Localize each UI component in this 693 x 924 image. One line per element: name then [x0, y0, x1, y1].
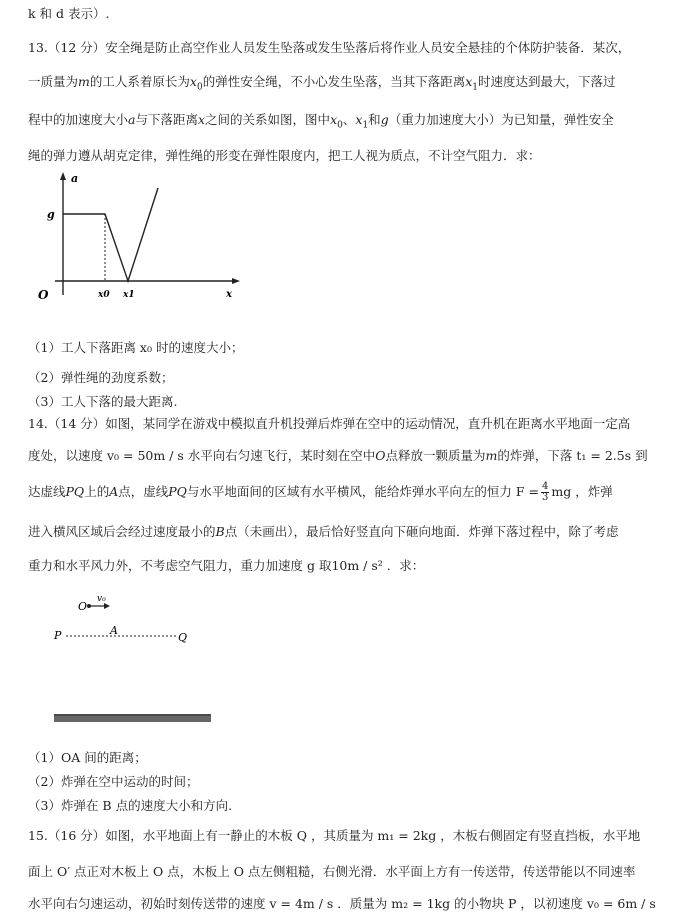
q13-line2-b: 的工人系着原长为: [89, 74, 190, 89]
q14-sub-3: （3）炸弹在 B 点的速度大小和方向.: [28, 798, 233, 813]
q13-line2-d: 时速度达到最大，下落过: [478, 74, 616, 89]
q14-line2-b: 点释放一颗质量为: [385, 448, 486, 463]
q15-line-3: 水平向右匀速运动，初始时刻传送带的速度 v = 4m / s ．质量为 m₂ = 1kg 的小物块 P ，以初速度 v₀ = 6m / s: [28, 896, 656, 911]
q13-sub-2: （2）弹性绳的劲度系数；: [28, 370, 174, 385]
graph-curve: [63, 188, 158, 281]
frac-den: 3: [542, 492, 549, 503]
fig-P-label: P: [54, 629, 62, 642]
fraction-4-3: [541, 482, 549, 503]
graph-x1-label: x1: [123, 290, 135, 300]
q14-line4-b: 点（未画出），最后恰好竖直向下砸向地面．炸弹下落过程中，除了考虑: [224, 524, 619, 539]
var-x: x: [197, 112, 206, 127]
q13-line3-e: （重力加速度大小）为已知量，弹性安全: [388, 112, 614, 127]
q13-line3-d: 和: [368, 112, 381, 127]
q14-line-1: 14.（14 分）如图，某同学在游戏中模拟直升机投弹后炸弹在空中的运动情况，直升机在距离水平地面一定高: [28, 416, 631, 431]
var-PQ: PQ: [65, 484, 85, 499]
q13-line3-b: 与下落距离: [135, 112, 198, 127]
q14-line3-a: 达虚线: [28, 484, 66, 499]
var-m2: m: [485, 448, 498, 463]
var-x0b: x: [330, 112, 338, 127]
q15-line-1: 15.（16 分）如图，水平地面上有一静止的木板 Q ，其质量为 m₁ = 2kg ，木板右侧固定有竖直挡板，水平地: [28, 828, 641, 843]
q13-line2-a: 一质量为: [28, 74, 79, 89]
graph-a-label: a: [71, 172, 79, 185]
q14-figure: [48, 590, 248, 730]
var-x1b: x: [355, 112, 363, 127]
q14-line-3: [28, 482, 613, 503]
frac-num: 4: [542, 481, 549, 492]
q13-line3-a: 程中的加速度大小: [28, 112, 129, 127]
var-x1b-sub: 1: [362, 120, 369, 131]
var-PQ2: PQ: [168, 484, 187, 499]
var-O: O: [375, 448, 386, 463]
q14-sub-1: （1）OA 间的距离；: [28, 750, 147, 765]
q14-line3-e: mg ，炸弹: [551, 484, 613, 499]
var-A: A: [109, 484, 119, 499]
q14-line4-a: 进入横风区域后会经过速度最小的: [28, 524, 216, 539]
fig-v0-label: v₀: [97, 594, 106, 604]
q14-line3-d: 与水平地面间的区域有水平横风，能给炸弹水平向左的恒力 F =: [186, 484, 540, 499]
top-fragment: k 和 d 表示）.: [28, 6, 110, 21]
var-B: B: [215, 524, 225, 539]
fig-A-label: A: [110, 624, 118, 637]
graph-g-label: g: [47, 208, 55, 221]
graph-y-arrow: [60, 172, 66, 180]
q13-line-4: 绳的弹力遵从胡克定律，弹性绳的形变在弹性限度内，把工人视为质点，不计空气阻力．求：: [28, 148, 541, 163]
var-a: a: [128, 112, 136, 127]
var-x0-sub: 0: [196, 82, 203, 93]
q14-line2-a: 度处，以速度 v₀ = 50m / s 水平向右匀速飞行，某时刻在空中: [28, 448, 376, 463]
var-m: m: [78, 74, 90, 89]
graph-x-arrow: [232, 278, 240, 284]
q13-line-3: 程中的加速度大小a与下落距离x之间的关系如图，图中$x_0$、$x_1$和g（重力加速度大小）为已知量，弹性安全: [28, 112, 614, 131]
var-x0: x: [189, 74, 197, 89]
fig-Q-label: Q: [178, 631, 188, 644]
q13-sub-1: （1）工人下落距离 x₀ 时的速度大小；: [28, 340, 244, 355]
q13-line-1: 13.（12 分）安全绳是防止高空作业人员发生坠落或发生坠落后将作业人员安全悬挂的个体防护装备．某次，: [28, 40, 631, 55]
var-x1-sub: 1: [472, 82, 478, 93]
graph-origin-label: O: [38, 288, 49, 302]
q14-line-5: 重力和水平风力外，不考虑空气阻力，重力加速度 g 取10m / s² ．求：: [28, 558, 425, 573]
fig-O-label: O: [78, 600, 88, 613]
var-g: g: [380, 112, 389, 127]
q13-sub-3: （3）工人下落的最大距离.: [28, 394, 178, 409]
q15-line-2: 面上 O′ 点正对木板上 O 点，木板上 O 点左侧粗糙，右侧光滑．水平面上方有一传送带，传送带能以不同速率: [28, 864, 636, 879]
q14-line2-c: 的炸弹，下落 t₁ = 2.5s 到: [497, 448, 648, 463]
var-x0b-sub: 0: [337, 120, 343, 131]
var-x1: x: [465, 74, 473, 89]
graph-x0-label: x0: [98, 290, 110, 300]
graph-x-label: x: [226, 289, 232, 300]
q14-sub-2: （2）炸弹在空中运动的时间；: [28, 774, 199, 789]
q13-line3-c: 之间的关系如图，图中: [205, 112, 331, 127]
q13-line-2: [28, 72, 616, 93]
q14-line3-c: 点，虚线: [118, 484, 169, 499]
q13-line2-c: 的弹性安全绳，不小心发生坠落，当其下落距离: [202, 74, 466, 89]
q14-line-4: [28, 522, 618, 540]
q14-line3-b: 上的: [84, 484, 110, 499]
q13-graph: [30, 170, 250, 310]
q14-line-2: [28, 446, 648, 464]
